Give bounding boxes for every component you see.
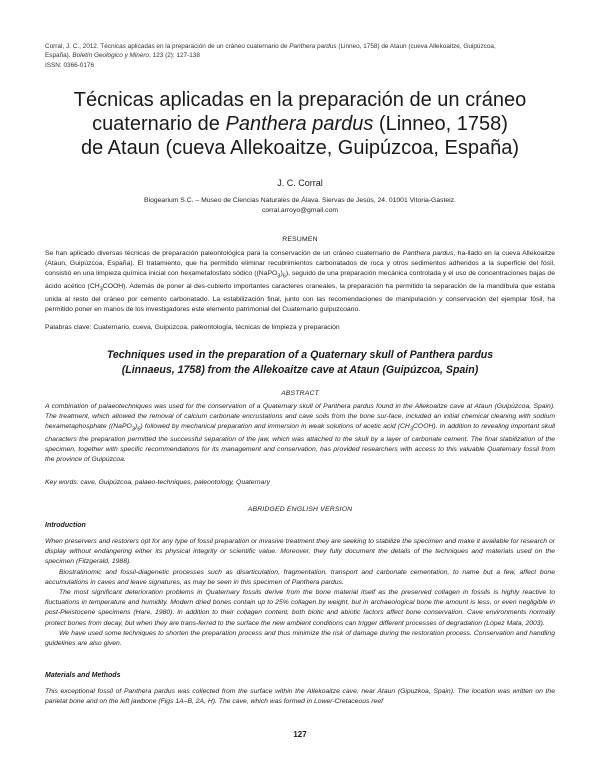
subscript: 3 xyxy=(99,286,103,293)
introduction-heading: Introduction xyxy=(45,522,86,529)
resumen-text: Se han aplicado diversas técnicas de preparación paleontológica para la conservación de un cráneo cuaternario de xyxy=(45,250,403,257)
title-prefix: cuaternario de xyxy=(92,113,226,135)
journal-name: Boletín Geológico y Minero xyxy=(72,52,150,60)
materials-methods-heading: Materials and Methods xyxy=(45,672,121,679)
abstract-text: A combination of palaeotechniques was used for the conservation of a Quaternary skull of Panthera pardus found in the Allekoaitze cave at Ataun (Guipúzcoa, Spain). The treatment, which allowed the removal of calcium carbonate encrustations and cave soils from the bone sur-face, included an initial chemical cleaning with sodium hexametaphosphate ((NaPO xyxy=(45,403,555,431)
title-species: Panthera pardus xyxy=(225,113,374,135)
resumen-text: COOH). Además de poner al des-cubierto importantes caracteres craneales, la preparación ha permitido la separación de la mandíbula que estaba unida al resto del cráneo por cemento carbonatado. La estabilización final, junto con las recomendaciones de manipulación y conservación del ejemplar fósil, ha permitido poner en manos de los investigadores este elemento patrimonial del Cuaternario guipuzcoano. xyxy=(45,282,555,313)
affiliation: Biogearium S.C. – Museo de Ciencias Naturales de Álava. Siervas de Jesús, 24. 01001 Vitoria-Gasteiz. xyxy=(144,197,456,204)
citation-prefix: España). xyxy=(45,52,73,60)
intro-paragraph-2: Biostratinomic and fossil-diagenetic processes such as disarticulation, fragmentation, transport and carbonate cementation, to name but a few, affect bone accumulations in caves and leave signatures, as may be seen in this specimen of Panthera pardus. xyxy=(45,568,555,586)
citation-species: Panthera pardus xyxy=(289,43,337,50)
title-line-1: Técnicas aplicadas en la preparación de un cráneo xyxy=(73,89,527,111)
resumen-body xyxy=(45,249,555,315)
subscript: 3 xyxy=(131,426,135,433)
abstract-body xyxy=(45,402,555,466)
resumen-species: Panthera pardus xyxy=(402,250,454,257)
resumen-text: , ha-llado en la cueva Allekoaitze (Ataun, Guipúzcoa, España). El tratamiento, que ha permitido eliminar recubrimientos carbonatados de roca y otros sedimentos adheridos a la superficie del fósil, consistió en una limpieza química inicial con hexametafosfato sódico ((NaPO xyxy=(45,250,556,278)
abstract-text: ) followed by mechanical preparation and immersion in weak solutions of acetic acid (CH xyxy=(140,423,410,431)
affiliation-block xyxy=(60,196,540,216)
english-title-line-1: Techniques used in the preparation of a Quaternary skull of Panthera pardus xyxy=(106,349,494,361)
subscript: 6 xyxy=(282,273,286,280)
resumen-keywords: Palabras clave: Cuaternario, cueva, Guipúzcoa, paleontología, técnicas de limpieza y preparación xyxy=(45,324,340,331)
materials-methods-body: This exceptional fossil of Panthera pardus was collected from the surface within the Allekoaitze cave, near Ataun (Gipuzkoa, Spain). The location was written on the parietal bone and on the left jawbone (Figs 1A–B, 2A, H). The cave, which was formed in Lower-Cretaceous reef xyxy=(45,688,555,706)
author-email[interactable]: corral.arroyo@gmail.com xyxy=(261,207,339,214)
resumen-text: ) xyxy=(280,270,283,278)
citation-text-rest: (Linneo, 1758) de Ataun (cueva Allekoaitze, Guipúzcoa, xyxy=(336,43,496,50)
author-name: J. C. Corral xyxy=(277,178,323,188)
abridged-heading: ABRIDGED ENGLISH VERSION xyxy=(247,506,353,513)
issn: ISSN: 0366-0176 xyxy=(45,61,95,69)
resumen-text: ), seguido de una preparación mecánica controlada y el uso de concentraciones bajas de ácido acético (CH xyxy=(45,270,555,290)
introduction-body xyxy=(45,537,555,649)
resumen-heading: RESUMEN xyxy=(282,236,318,243)
english-title-line-2: (Linnaeus, 1758) from the Allekoaitze cave at Ataun (Guipúzcoa, Spain) xyxy=(121,364,479,376)
citation-header xyxy=(45,42,555,70)
abstract-heading: ABSTRACT xyxy=(281,390,319,397)
citation-text: Corral, J. C., 2012. Técnicas aplicadas en la preparación de un cráneo cuaternario de xyxy=(45,43,290,50)
abstract-keywords: Key words: cave, Guipúzcoa, palaeo-techniques, paleontology, Quaternary xyxy=(45,479,271,486)
intro-paragraph-1: When preservers and restorers opt for any type of fossil preparation or invasive treatment they are seeking to stabilize the specimen and make it available for research or display without endangering either its physical integrity or scientific value. Moreover, they fully document the details of the techniques and materials used on the specimen (Fitzgerald, 1988). xyxy=(45,538,555,566)
citation-line-1 xyxy=(45,42,555,51)
abstract-text: COOH). In addition to revealing important skull characters the preparation permitted the successful separation of the jaw, which was attached to the skull by a layer of carbonate cement. The final stabilization of the specimen, together with specific recommendations for its management and conservation, has provided researchers with access to this valuable Quaternary fossil from the province of Guipúzcoa. xyxy=(45,423,555,464)
subscript: 3 xyxy=(409,426,413,433)
paper-title xyxy=(40,88,560,160)
citation-line-2 xyxy=(45,51,555,60)
intro-paragraph-3: The most significant deterioration problems in Quaternary fossils derive from the bone material itself as the preserved collagen in fossils is highly reactive to fluctuations in temperature and humidity. Modern dried bones contain up to 25% collagen by weight, but in archaeological bone the amount is less, or even negligible in post-Pleistocene specimens (Hare, 1980). In addition to their collagen content, both biotic and abiotic factors affect bone conservation. Cave environments normally protect bones from decay, but when they are trans-ferred to the surface the new ambient conditions can trigger different processes of degradation (López Mata, 2003). xyxy=(45,589,555,627)
intro-paragraph-4: We have used some techniques to shorten the preparation process and thus minimize the risk of damage during the restoration process. Conservation and handling guidelines are also given. xyxy=(45,629,555,648)
abstract-text: ) xyxy=(134,423,138,431)
subscript: 6 xyxy=(137,426,141,433)
page-number: 127 xyxy=(293,730,307,739)
english-title xyxy=(45,348,555,378)
title-line-3: de Ataun (cueva Allekoaitze, Guipúzcoa, España) xyxy=(80,137,520,159)
subscript: 3 xyxy=(277,273,281,280)
title-line-2 xyxy=(40,112,560,136)
journal-volume: , 123 (2): 127-138 xyxy=(149,52,200,60)
title-authority: (Linneo, 1758) xyxy=(373,113,508,135)
